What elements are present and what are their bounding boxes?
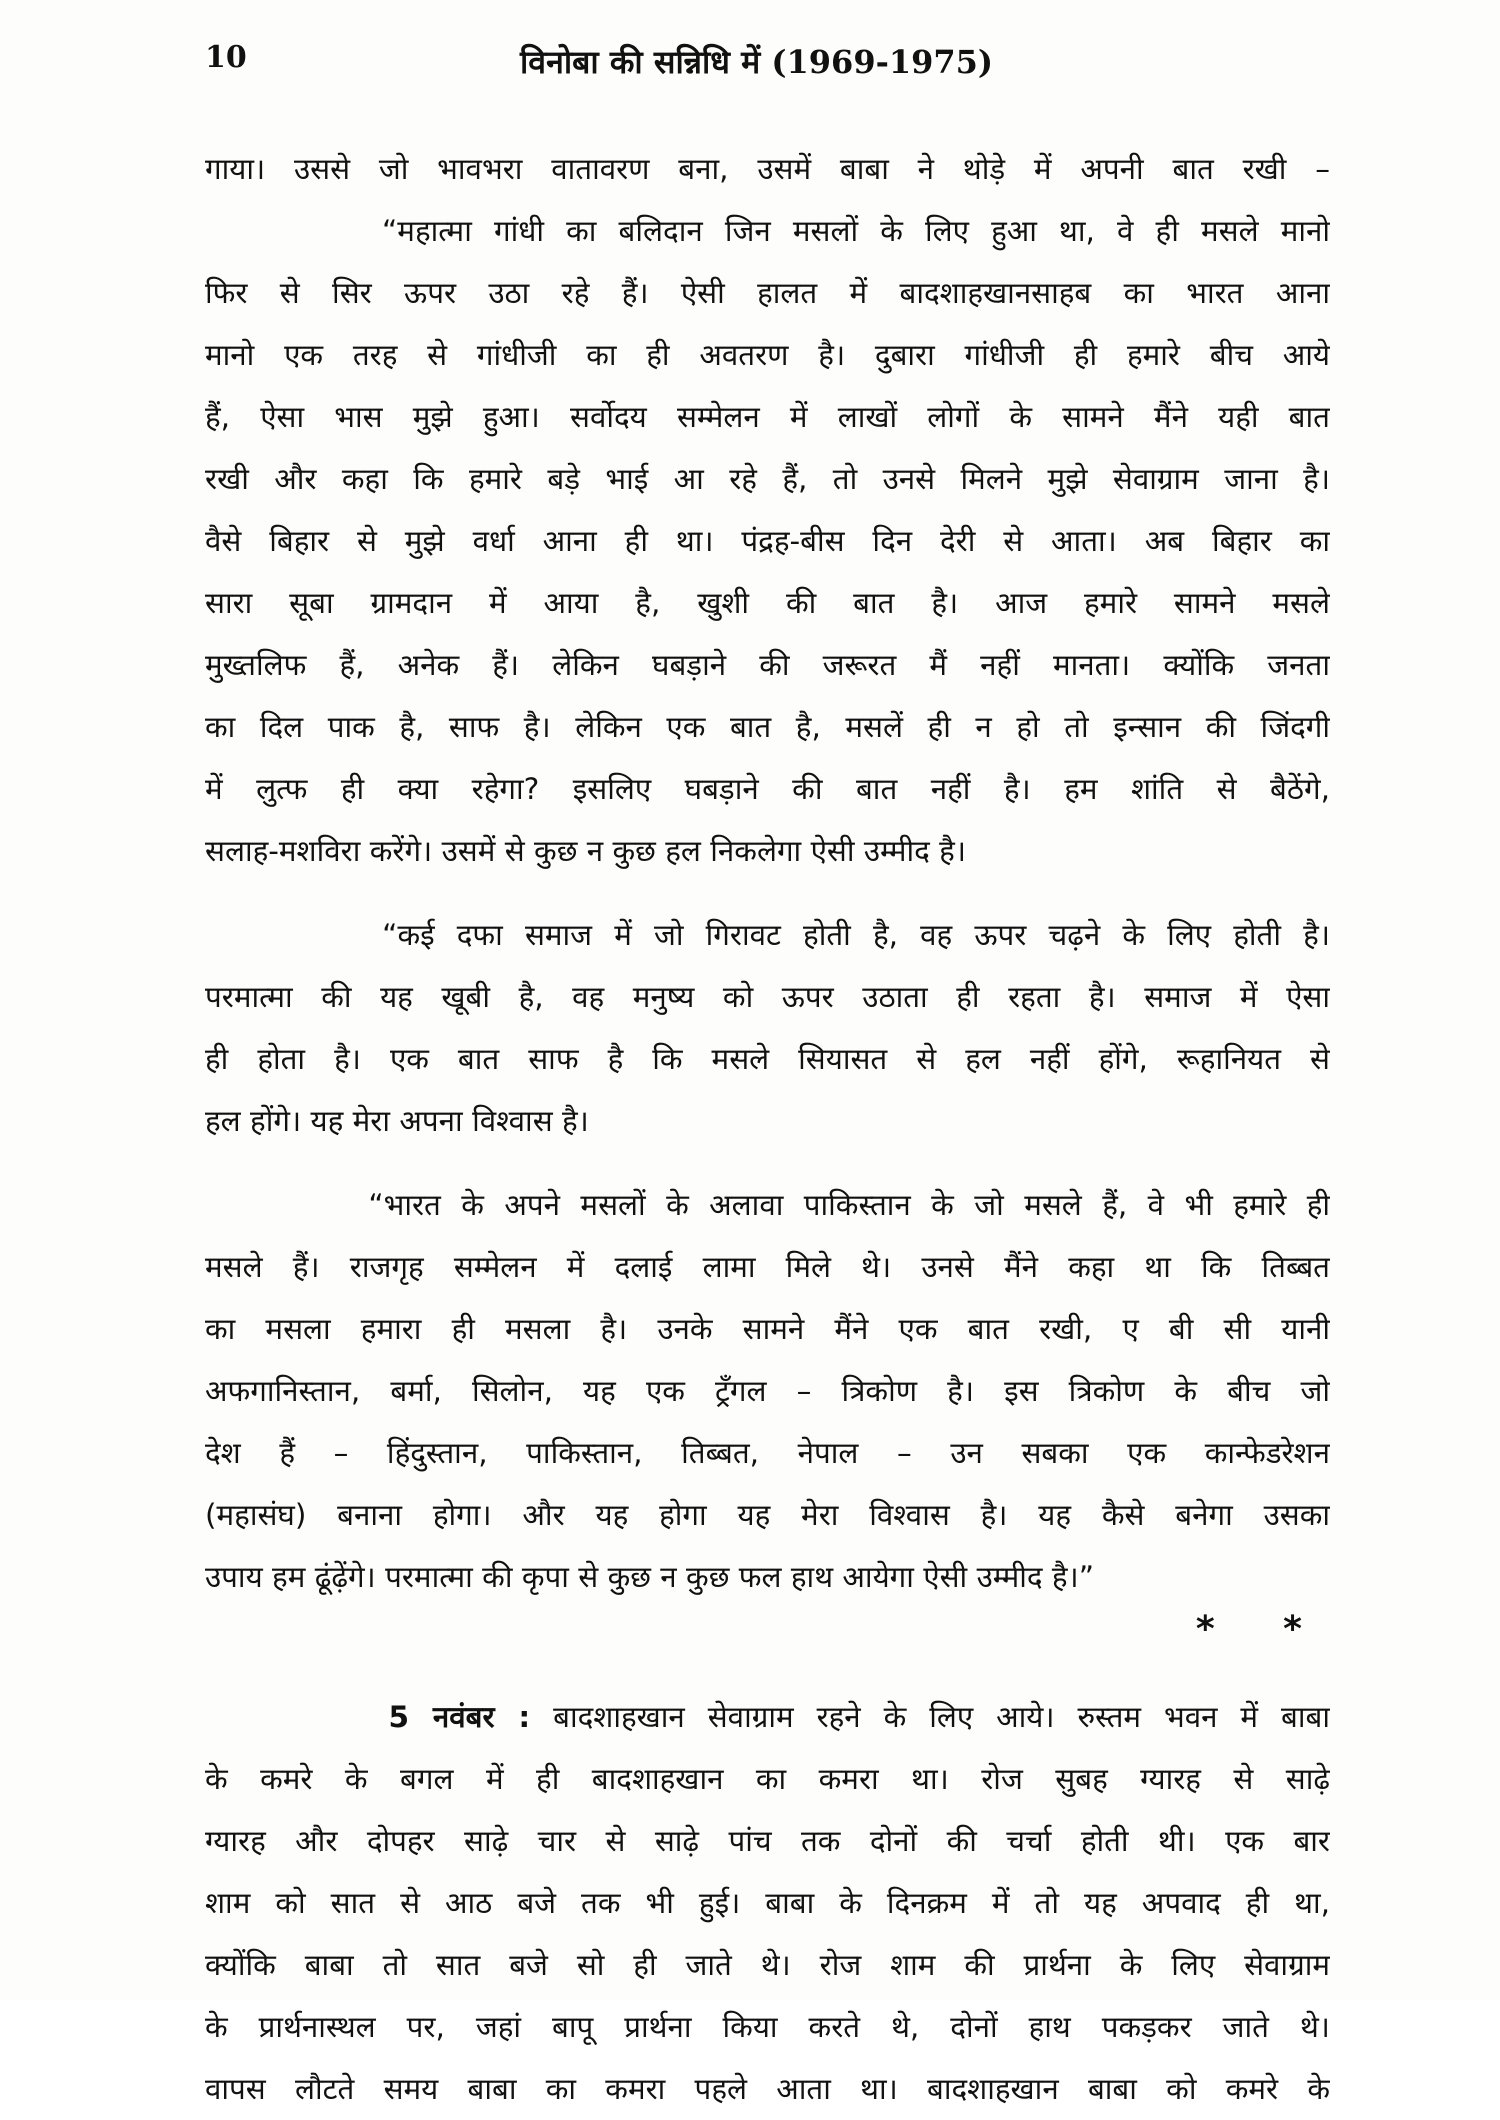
text-line: शाम को सात से आठ बजे तक भी हुई। बाबा के दिनक्रम में तो यह अपवाद ही था, <box>205 1886 1330 1920</box>
text-line: सारा सूबा ग्रामदान में आया है, खुशी की बात है। आज हमारे सामने मसले <box>205 586 1330 620</box>
text-line: “भारत के अपने मसलों के अलावा पाकिस्तान के जो मसले हैं, वे भी हमारे ही <box>205 1188 1330 1222</box>
text-line: मुख्तलिफ हैं, अनेक हैं। लेकिन घबड़ाने की जरूरत मैं नहीं मानता। क्योंकि जनता <box>205 648 1330 682</box>
section-gap <box>205 1652 1330 1686</box>
text-line: हल होंगे। यह मेरा अपना विश्वास है। <box>205 1104 589 1138</box>
date-heading: 5 नवंबर : <box>388 1700 531 1734</box>
text-line: फिर से सिर ऊपर उठा रहे हैं। ऐसी हालत में बादशाहखानसाहब का भारत आना <box>205 276 1330 310</box>
running-head-title: विनोबा की सन्निधि में (1969-1975) <box>520 43 994 81</box>
text-line: के कमरे के बगल में ही बादशाहखान का कमरा था। रोज सुबह ग्यारह से साढ़े <box>205 1762 1330 1796</box>
text-line: (महासंघ) बनाना होगा। और यह होगा यह मेरा विश्वास है। यह कैसे बनेगा उसका <box>205 1498 1330 1532</box>
body-text <box>205 138 1330 2120</box>
text-line-rest: बादशाहखान सेवाग्राम रहने के लिए आये। रुस्तम भवन में बाबा <box>530 1700 1330 1734</box>
text-line: का दिल पाक है, साफ है। लेकिन एक बात है, मसलें ही न हो तो इन्सान की जिंदगी <box>205 710 1330 744</box>
text-line: गाया। उससे जो भावभरा वातावरण बना, उसमें बाबा ने थोड़े में अपनी बात रखी – <box>205 152 1330 186</box>
page-header <box>205 40 1330 90</box>
text-line: में लुत्फ ही क्या रहेगा? इसलिए घबड़ाने की बात नहीं है। हम शांति से बैठेंगे, <box>205 772 1330 806</box>
text-line: देश हैं – हिंदुस्तान, पाकिस्तान, तिब्बत, नेपाल – उन सबका एक कान्फेडरेशन <box>205 1436 1330 1470</box>
text-line: रखी और कहा कि हमारे बड़े भाई आ रहे हैं, तो उनसे मिलने मुझे सेवाग्राम जाना है। <box>205 462 1330 496</box>
text-line: क्योंकि बाबा तो सात बजे सो ही जाते थे। रोज शाम की प्रार्थना के लिए सेवाग्राम <box>205 1948 1330 1982</box>
text-line: का मसला हमारा ही मसला है। उनके सामने मैंने एक बात रखी, ए बी सी यानी <box>205 1312 1330 1346</box>
text-line: मानो एक तरह से गांधीजी का ही अवतरण है। दुबारा गांधीजी ही हमारे बीच आये <box>205 338 1330 372</box>
text-line: अफगानिस्तान, बर्मा, सिलोन, यह एक ट्रँगल – त्रिकोण है। इस त्रिकोण के बीच जो <box>205 1374 1330 1408</box>
text-line: के प्रार्थनास्थल पर, जहां बापू प्रार्थना किया करते थे, दोनों हाथ पकड़कर जाते थे। <box>205 2010 1330 2044</box>
text-line: वैसे बिहार से मुझे वर्धा आना ही था। पंद्रह-बीस दिन देरी से आता। अब बिहार का <box>205 524 1330 558</box>
page-number: 10 <box>205 40 247 75</box>
text-line: “महात्मा गांधी का बलिदान जिन मसलों के लिए हुआ था, वे ही मसले मानो <box>205 214 1330 248</box>
paragraph-gap <box>205 1152 1330 1174</box>
paragraph-gap <box>205 882 1330 904</box>
text-line: मसले हैं। राजगृह सम्मेलन में दलाई लामा मिले थे। उनसे मैंने कहा था कि तिब्बत <box>205 1250 1330 1284</box>
text-line: “कई दफा समाज में जो गिरावट होती है, वह ऊपर चढ़ने के लिए होती है। <box>205 918 1330 952</box>
text-line: हैं, ऐसा भास मुझे हुआ। सर्वोदय सम्मेलन में लाखों लोगों के सामने मैंने यही बात <box>205 400 1330 434</box>
text-line: परमात्मा की यह खूबी है, वह मनुष्य को ऊपर उठाता ही रहता है। समाज में ऐसा <box>205 980 1330 1014</box>
text-line: सलाह-मशविरा करेंगे। उसमें से कुछ न कुछ हल निकलेगा ऐसी उम्मीद है। <box>205 834 966 868</box>
text-line <box>205 1686 1330 1748</box>
section-separator: * * <box>1195 1609 1330 1650</box>
text-line: ग्यारह और दोपहर साढ़े चार से साढ़े पांच तक दोनों की चर्चा होती थी। एक बार <box>205 1824 1330 1858</box>
text-line: वापस लौटते समय बाबा का कमरा पहले आता था। बादशाहखान बाबा को कमरे के <box>205 2072 1330 2106</box>
text-line: ही होता है। एक बात साफ है कि मसले सियासत से हल नहीं होंगे, रूहानियत से <box>205 1042 1330 1076</box>
text-line: उपाय हम ढूंढ़ेंगे। परमात्मा की कृपा से कुछ न कुछ फल हाथ आयेगा ऐसी उम्मीद है।” <box>205 1560 1095 1594</box>
